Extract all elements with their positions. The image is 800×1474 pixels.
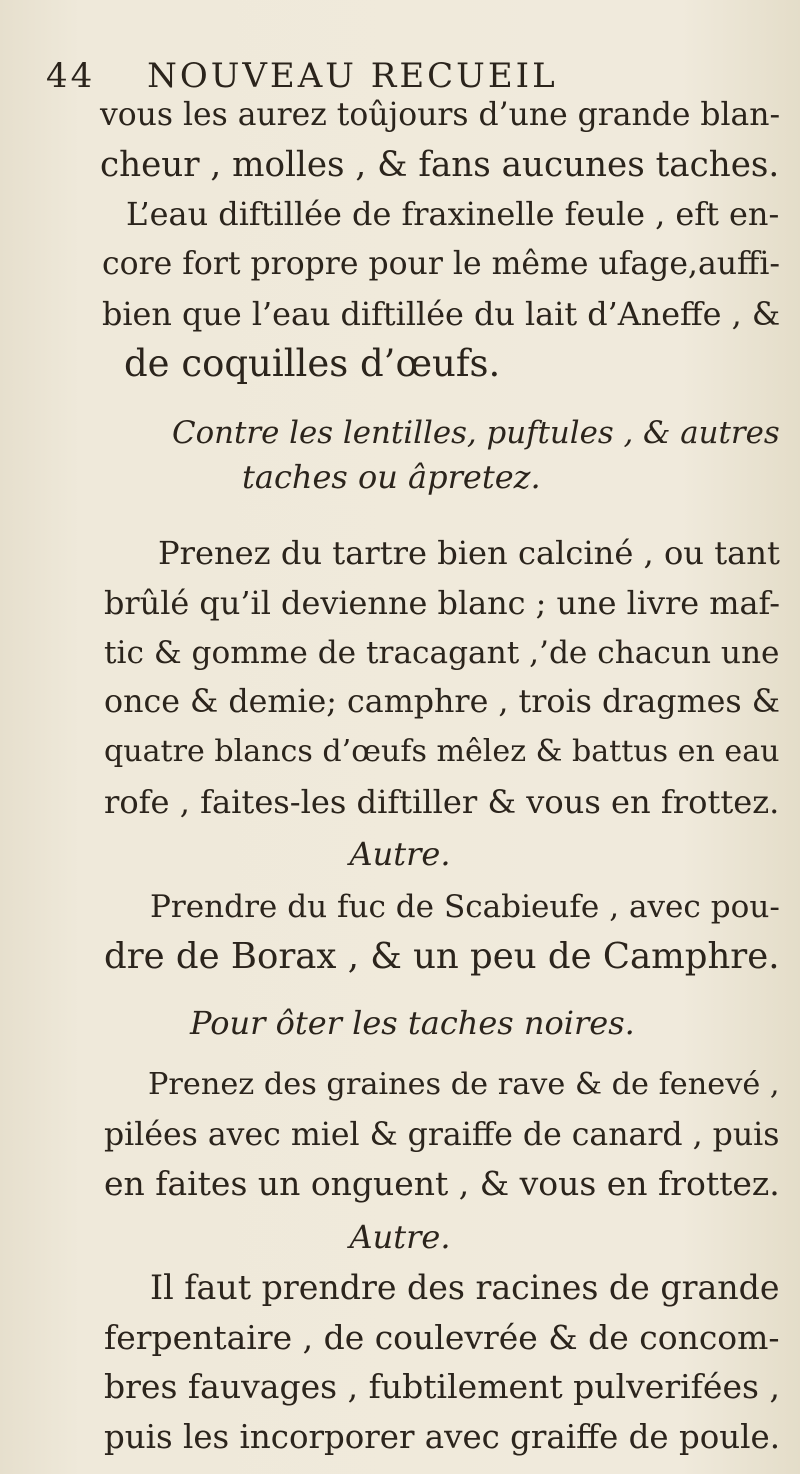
text-line: puis les incorporer avec graiffe de poule.: [104, 1417, 781, 1456]
text-line: bien que l’eau diftillée du lait d’Aneffe , &: [102, 294, 781, 333]
text-line: en faites un onguent , & vous en frottez.: [104, 1164, 780, 1204]
text-line: brûlé qu’il devienne blanc ; une livre maf-: [104, 583, 780, 622]
section-heading: Contre les lentilles, puftules , & autres: [172, 415, 780, 452]
text-line: Prendre du fuc de Scabieufe , avec pou-: [150, 889, 780, 926]
running-title: NOUVEAU RECUEIL: [147, 56, 558, 96]
section-heading: Autre.: [349, 1217, 451, 1256]
text-line: Prenez des graines de rave & de fenevé ,: [148, 1066, 780, 1102]
text-line: L’eau diftillée de fraxinelle feule , eft en-: [126, 195, 780, 234]
running-head: [46, 56, 558, 96]
text-line: rofe , faites-les diftiller & vous en frottez.: [104, 782, 780, 821]
text-line: Prenez du tartre bien calciné , ou tant: [158, 534, 780, 573]
section-heading: Autre.: [349, 835, 451, 874]
section-heading: taches ou âpretez.: [242, 458, 541, 497]
text-line: de coquilles d’œufs.: [124, 341, 501, 385]
text-line: ferpentaire , de coulevrée & de concom-: [104, 1317, 780, 1357]
text-line: cheur , molles , & fans aucunes taches.: [100, 144, 780, 185]
page-number: 44: [46, 56, 96, 96]
text-line: Il faut prendre des racines de grande: [150, 1267, 780, 1307]
text-line: pilées avec miel & graiffe de canard , puis: [104, 1116, 780, 1153]
text-line: tic & gomme de tracagant ,’de chacun une: [104, 634, 780, 671]
text-line: bres fauvages , fubtilement pulverifées ,: [104, 1367, 780, 1407]
text-line: dre de Borax , & un peu de Camphre.: [104, 935, 780, 977]
text-line: once & demie; camphre , trois dragmes &: [104, 684, 780, 721]
text-line: vous les aurez toûjours d’une grande blan-: [100, 97, 781, 133]
text-line: quatre blancs d’œufs mêlez & battus en eau: [104, 734, 780, 770]
text-line: core fort propre pour le même ufage,auffi-: [102, 246, 781, 283]
section-heading: Pour ôter les taches noires.: [190, 1003, 635, 1042]
